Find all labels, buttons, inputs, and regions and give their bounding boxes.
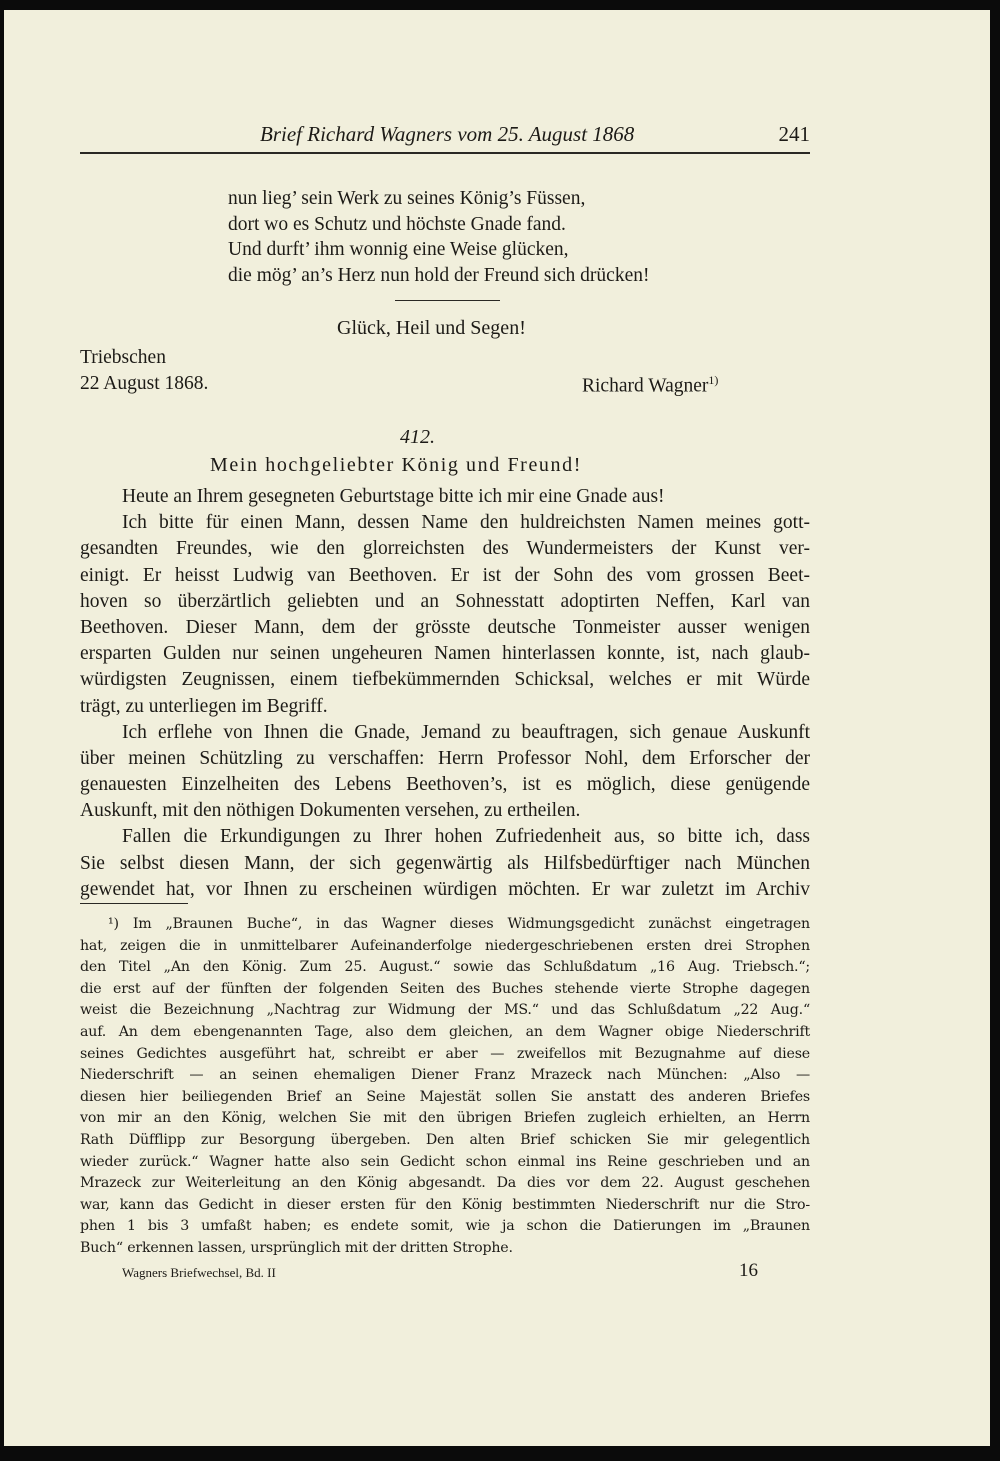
body-line: Auskunft, mit den nöthigen Dokumenten versehen, zu ertheilen. bbox=[80, 800, 581, 822]
footnote-line: weist die Bezeichnung „Nachtrag zur Widmung der MS.“ und das Schlußdatum „22 Aug.“ bbox=[80, 1002, 810, 1019]
body-line: Ich bitte für einen Mann, dessen Name den huldreichsten Namen meines gott- bbox=[122, 512, 810, 534]
poem-divider bbox=[395, 300, 500, 301]
body-line: trägt, zu unterliegen im Begriff. bbox=[80, 695, 328, 717]
footnote-marker: 1) bbox=[708, 373, 719, 387]
blessing-line: Glück, Heil und Segen! bbox=[337, 317, 526, 339]
body-line: Fallen die Erkundigungen zu Ihrer hohen Zufriedenheit aus, so bitte ich, dass bbox=[122, 826, 810, 848]
body-line: Ich erflehe von Ihnen die Gnade, Jemand zu beauftragen, sich genaue Auskunft bbox=[122, 721, 810, 743]
page-number: 241 bbox=[778, 122, 810, 146]
signature-name: Richard Wagner bbox=[582, 375, 709, 397]
body-line: Sie selbst diesen Mann, der sich gegenwärtig als Hilfsbedürftiger nach München bbox=[80, 852, 810, 874]
footnote-line: von mir an den König, welchen Sie mit den übrigen Briefen zugleich erhielten, an Herrn bbox=[80, 1110, 810, 1127]
footnote-divider bbox=[80, 903, 188, 904]
footnote-line: Rath Düfflipp zur Besorgung übergeben. Den alten Brief schicken Sie mir gelegentlich bbox=[80, 1131, 810, 1148]
footnote-line: ¹) Im „Braunen Buche“, in das Wagner dieses Widmungsgedicht zunächst eingetragen bbox=[108, 916, 810, 932]
date-line: 22 August 1868. bbox=[80, 373, 209, 394]
body-line: hoven so überzärtlich geliebten und an Sohnesstatt adoptirten Neffen, Karl van bbox=[80, 590, 810, 612]
footnote-line: hat, zeigen die in unmittelbarer Aufeinanderfolge niedergeschriebenen ersten drei Strophen bbox=[80, 937, 810, 954]
footnote-line: die erst auf der fünften der folgenden Seiten des Buches stehende vierte Strophe dagegen bbox=[80, 980, 810, 997]
footnote-line: diesen hier beiliegenden Brief an Seine Majestät sollen Sie anstatt des anderen Briefes bbox=[80, 1088, 810, 1105]
body-line: gesandten Freundes, wie den glorreichsten des Wundermeisters der Kunst ver- bbox=[80, 538, 810, 560]
body-line: ersparten Gulden nur seinen ungeheuren Namen hinterlassen konnte, ist, nach glaub- bbox=[80, 643, 810, 665]
body-line: gewendet hat, vor Ihnen zu erscheinen würdigen möchten. Er war zuletzt im Archiv bbox=[80, 878, 810, 900]
body-line: Heute an Ihrem gesegneten Geburtstage bitte ich mir eine Gnade aus! bbox=[122, 486, 665, 507]
body-line: über meinen Schützling zu verschaffen: Herrn Professor Nohl, dem Erforscher der bbox=[80, 747, 810, 769]
signature bbox=[582, 373, 718, 398]
letter-body bbox=[80, 484, 810, 903]
page-header bbox=[80, 116, 810, 154]
footnote-line: wieder zurück.“ Wagner hatte also sein Gedicht schon einmal ins Reine geschrieben und an bbox=[80, 1153, 810, 1170]
salutation: Mein hochgeliebter König und Freund! bbox=[210, 454, 582, 476]
body-line: Beethoven. Dieser Mann, dem der grösste deutsche Tonmeister ausser wenigen bbox=[80, 616, 810, 638]
footnote-line: war, kann das Gedicht in dieser ersten für den König bestimmten Niederschrift nur die Stro- bbox=[80, 1196, 810, 1213]
body-line: einigt. Er heisst Ludwig van Beethoven. Er ist der Sohn des vom grossen Beet- bbox=[80, 564, 810, 586]
footnote bbox=[80, 914, 810, 1260]
body-line: würdigsten Zeugnissen, einem tiefbekümmernden Schicksal, welches er mit Würde bbox=[80, 669, 810, 691]
verse-line: nun lieg’ sein Werk zu seines König’s Füssen, bbox=[228, 188, 586, 209]
book-title-footer: Wagners Briefwechsel, Bd. II bbox=[122, 1265, 276, 1280]
footnote-line: seines Gedichtes ausgeführt hat, schreibt er aber — zweifellos mit Bezugnahme auf diese bbox=[80, 1045, 810, 1062]
footnote-line: den Titel „An den König. Zum 25. August.“ sowie das Schlußdatum „16 Aug. Triebsch.“; bbox=[80, 959, 810, 976]
signature-number: 16 bbox=[739, 1260, 758, 1281]
verse-line: Und durft’ ihm wonnig eine Weise glücken, bbox=[228, 239, 569, 260]
footnote-line: auf. An dem ebengenannten Tage, also dem gleichen, an dem Wagner obige Niederschrift bbox=[80, 1023, 810, 1040]
verse-line: dort wo es Schutz und höchste Gnade fand. bbox=[228, 213, 566, 235]
poem-stanza bbox=[228, 186, 649, 288]
book-page bbox=[4, 10, 990, 1446]
letter-number: 412. bbox=[400, 426, 435, 448]
body-line: genauesten Einzelheiten des Lebens Beethoven’s, ist es möglich, diese genügende bbox=[80, 774, 810, 796]
footnote-line: Buch“ erkennen lassen, ursprünglich mit der dritten Strophe. bbox=[80, 1239, 513, 1256]
footnote-line: Mrazeck zur Weiterleitung an den König abgesandt. Da dies vor dem 22. August geschehen bbox=[80, 1175, 810, 1192]
footnote-line: phen 1 bis 3 umfaßt haben; es endete somit, wie ja schon die Datierungen im „Braunen bbox=[80, 1218, 810, 1235]
place-line: Triebschen bbox=[80, 347, 166, 368]
verse-line: die mög’ an’s Herz nun hold der Freund sich drücken! bbox=[228, 264, 650, 286]
running-title: Brief Richard Wagners vom 25. August 1868 bbox=[260, 122, 635, 146]
footnote-line: Niederschrift — an seinen ehemaligen Diener Franz Mrazeck nach München: „Also — bbox=[80, 1067, 810, 1084]
